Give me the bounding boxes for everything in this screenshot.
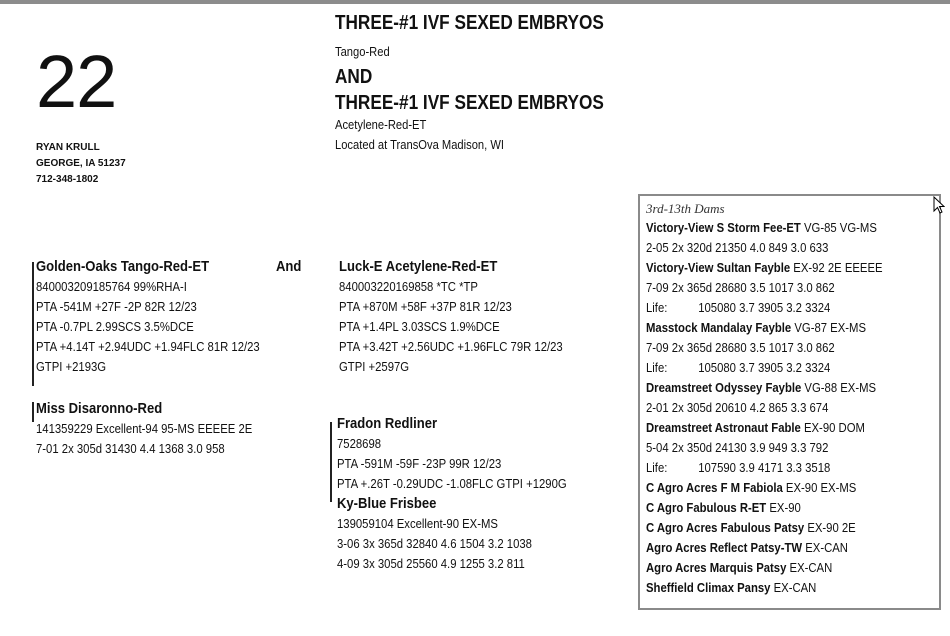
dam-score: VG-88 EX-MS: [801, 380, 877, 395]
dam-row: [646, 478, 883, 498]
dam-name: Sheffield Climax Pansy: [646, 580, 771, 595]
dam-score: VG-85 VG-MS: [800, 220, 877, 235]
right-dam-sire-pta-production: PTA -591M -59F -23P 99R 12/23: [337, 456, 502, 471]
dam-score: EX-90 2E: [804, 520, 856, 535]
dam-score: 105080 3.7 3905 3.2 3324: [698, 300, 831, 315]
right-dam-sire-bracket: [330, 422, 332, 502]
dam-row: [646, 378, 883, 398]
and-label: AND: [335, 66, 373, 88]
right-dam-pedigree: [337, 414, 637, 574]
dam-score: EX-92 2E EEEEE: [790, 260, 883, 275]
right-sire-pta-type: PTA +3.42T +2.56UDC +1.96FLC 79R 12/23: [339, 339, 563, 354]
right-dam-sire-name: Fradon Redliner: [337, 415, 438, 432]
dam-row: [646, 258, 883, 278]
dam-record-row: 7-09 2x 365d 28680 3.5 1017 3.0 862: [646, 280, 835, 295]
lot-header: [335, 10, 648, 155]
embryo-location: Located at TransOva Madison, WI: [335, 137, 505, 152]
left-sire-pta-production: PTA -541M +27F -2P 82R 12/23: [36, 299, 197, 314]
owner-location: GEORGE, IA 51237: [36, 158, 126, 169]
dam-record-row: 2-05 2x 320d 21350 4.0 849 3.0 633: [646, 240, 829, 255]
dam-record-row: 2-01 2x 305d 20610 4.2 865 3.3 674: [646, 400, 829, 415]
dam-score: EX-90: [766, 500, 801, 515]
left-sire-id: 840003209185764 99%RHA-I: [36, 279, 187, 294]
right-sire-id: 840003220169858 *TC *TP: [339, 279, 478, 294]
dam-name: Victory-View S Storm Fee-ET: [646, 220, 801, 235]
dam-lifetime-row: [646, 298, 883, 318]
dam-row: [646, 418, 883, 438]
extended-dams-title: 3rd-13th Dams: [646, 201, 725, 216]
sire-1-label: Tango-Red: [335, 44, 390, 59]
dam-name: Agro Acres Reflect Patsy-TW: [646, 540, 803, 555]
owner-phone: 712-348-1802: [36, 174, 99, 185]
dam-score: 105080 3.7 3905 3.2 3324: [698, 360, 831, 375]
dam-score: EX-90 EX-MS: [782, 480, 857, 495]
left-pedigree: [36, 257, 326, 459]
owner-info: [36, 140, 126, 188]
dam-row: [646, 558, 883, 578]
dam-name: C Agro Acres Fabulous Patsy: [646, 520, 805, 535]
owner-name: RYAN KRULL: [36, 142, 100, 153]
right-pedigree: [339, 257, 629, 377]
right-sire-gtpi: GTPI +2597G: [339, 359, 410, 374]
sire-2-label: Acetylene-Red-ET: [335, 117, 427, 132]
dam-score: EX-CAN: [770, 580, 817, 595]
right-dam-record-1: 3-06 3x 365d 32840 4.6 1504 3.2 1038: [337, 536, 532, 551]
dam-row: [646, 578, 883, 598]
right-sire-pta-health: PTA +1.4PL 3.03SCS 1.9%DCE: [339, 319, 500, 334]
left-sire-pta-type: PTA +4.14T +2.94UDC +1.94FLC 81R 12/23: [36, 339, 260, 354]
dam-row: [646, 538, 883, 558]
right-dam-record-2: 4-09 3x 305d 25560 4.9 1255 3.2 811: [337, 556, 525, 571]
left-sire-pta-health: PTA -0.7PL 2.99SCS 3.5%DCE: [36, 319, 194, 334]
dam-score: Life:: [646, 460, 668, 475]
and-connector: And: [276, 258, 302, 275]
left-dam-bracket: [32, 402, 34, 422]
dam-lifetime-row: [646, 458, 883, 478]
dam-name: C Agro Acres F M Fabiola: [646, 480, 783, 495]
dam-score: EX-CAN: [802, 540, 848, 555]
lot-number: 22: [36, 40, 117, 123]
top-border: [0, 0, 950, 4]
extended-dams-list: [646, 200, 918, 598]
mouse-cursor-icon: [933, 196, 945, 216]
right-sire-name: Luck-E Acetylene-Red-ET: [339, 258, 498, 275]
dam-score: 107590 3.9 4171 3.3 3518: [698, 460, 831, 475]
dam-record-row: 7-09 2x 365d 28680 3.5 1017 3.0 862: [646, 340, 835, 355]
right-sire-pta-production: PTA +870M +58F +37P 81R 12/23: [339, 299, 512, 314]
dam-score: EX-90 DOM: [800, 420, 865, 435]
dam-score: Life:: [646, 300, 668, 315]
left-dam-record: 7-01 2x 305d 31430 4.4 1368 3.0 958: [36, 441, 225, 456]
dam-lifetime-row: [646, 358, 883, 378]
dam-row: [646, 218, 883, 238]
right-dam-id: 139059104 Excellent-90 EX-MS: [337, 516, 498, 531]
dam-name: Masstock Mandalay Fayble: [646, 320, 792, 335]
lot-title-1: THREE-#1 IVF SEXED EMBRYOS: [335, 12, 604, 34]
dam-score: Life:: [646, 360, 668, 375]
dam-name: Victory-View Sultan Fayble: [646, 260, 791, 275]
dam-row: [646, 518, 883, 538]
dam-name: Agro Acres Marquis Patsy: [646, 560, 787, 575]
right-dam-sire-id: 7528698: [337, 436, 382, 451]
dam-row: [646, 498, 883, 518]
left-sire-name: Golden-Oaks Tango-Red-ET: [36, 258, 210, 275]
dam-name: C Agro Fabulous R-ET: [646, 500, 767, 515]
dam-name: Dreamstreet Astronaut Fable: [646, 420, 801, 435]
dam-row: [646, 318, 883, 338]
left-dam-name: Miss Disaronno-Red: [36, 400, 163, 417]
left-sire-gtpi: GTPI +2193G: [36, 359, 107, 374]
dam-score: EX-CAN: [786, 560, 833, 575]
extended-dams-box: [638, 194, 941, 610]
left-dam-id: 141359229 Excellent-94 95-MS EEEEE 2E: [36, 421, 253, 436]
right-dam-name: Ky-Blue Frisbee: [337, 495, 437, 512]
dam-record-row: 5-04 2x 350d 24130 3.9 949 3.3 792: [646, 440, 829, 455]
right-dam-sire-pta-type: PTA +.26T -0.29UDC -1.08FLC GTPI +1290G: [337, 476, 567, 491]
dam-name: Dreamstreet Odyssey Fayble: [646, 380, 802, 395]
lot-title-2: THREE-#1 IVF SEXED EMBRYOS: [335, 92, 604, 114]
left-sire-bracket: [32, 262, 34, 386]
dam-score: VG-87 EX-MS: [791, 320, 867, 335]
